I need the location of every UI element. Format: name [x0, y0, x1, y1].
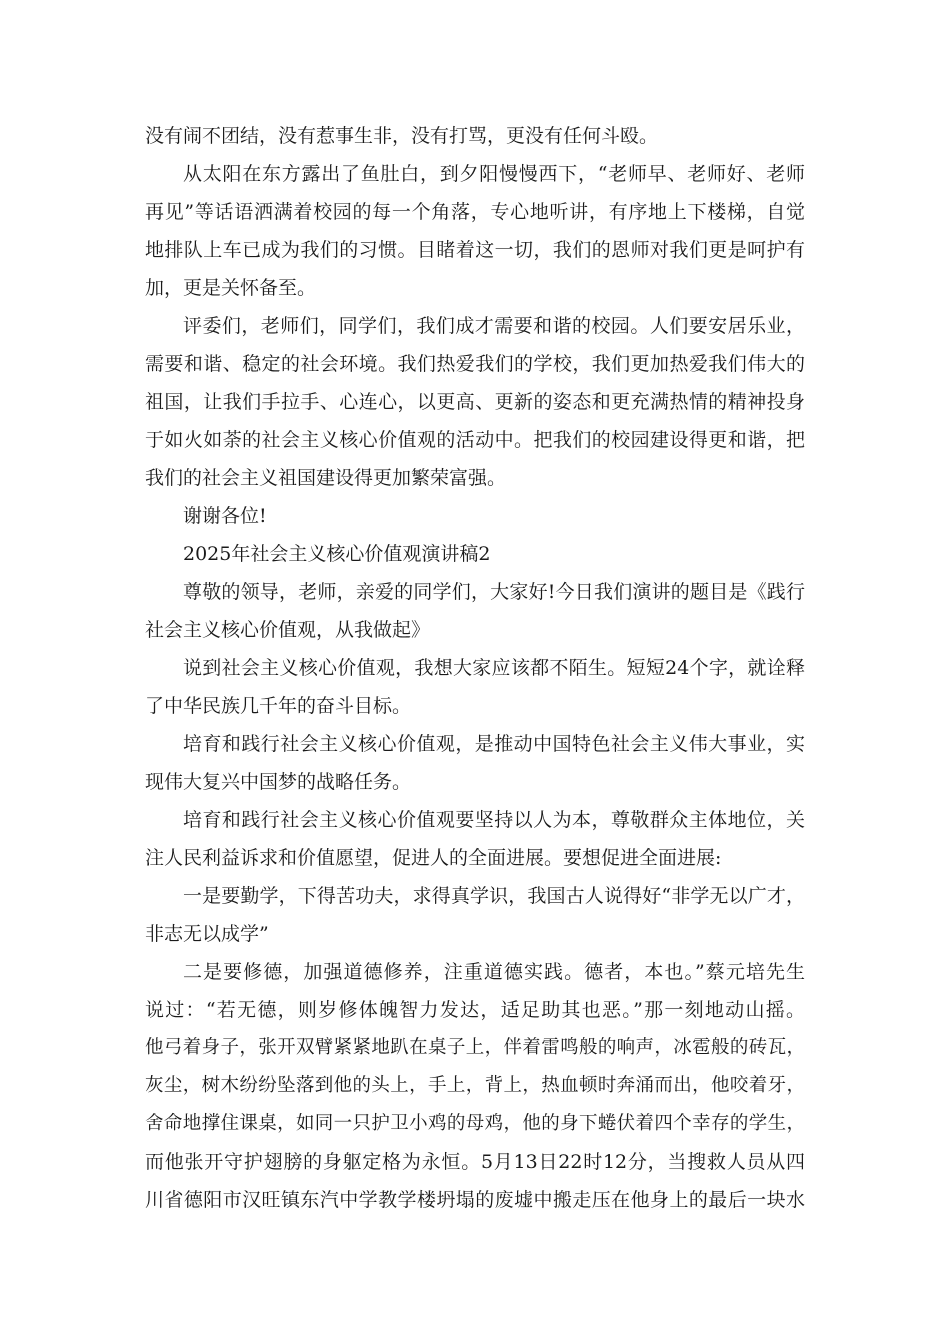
text-line: 需要和谐、稳定的社会环境。我们热爱我们的学校，我们更加热爱我们伟大的	[145, 353, 805, 375]
text-line: 了中华民族几千年的奋斗目标。	[145, 695, 412, 717]
text-line: 没有闹不团结，没有惹事生非，没有打骂，更没有任何斗殴。	[145, 125, 659, 147]
text-line: 而他张开守护翅膀的身躯定格为永恒。5月13日22时12分，当搜救人员从四	[145, 1151, 805, 1173]
text-line: 培育和践行社会主义核心价值观，是推动中国特色社会主义伟大事业，实	[183, 733, 805, 755]
text-line: 再见”等话语洒满着校园的每一个角落，专心地听讲，有序地上下楼梯，自觉	[145, 201, 805, 223]
text-line: 于如火如荼的社会主义核心价值观的活动中。把我们的校园建设得更和谐，把	[145, 429, 805, 451]
text-line: 加，更是关怀备至。	[145, 277, 317, 299]
text-line: 说过：“若无德，则岁修体魄智力发达，适足助其也恶。”那一刻地动山摇。	[145, 999, 805, 1021]
text-line: 祖国，让我们手拉手、心连心，以更高、更新的姿态和更充满热情的精神投身	[145, 391, 805, 413]
text-line: 注人民利益诉求和价值愿望，促进人的全面进展。要想促进全面进展:	[145, 847, 722, 869]
section-title: 2025年社会主义核心价值观演讲稿2	[183, 543, 491, 565]
text-line: 谢谢各位!	[183, 505, 267, 527]
text-line: 他弓着身子，张开双臂紧紧地趴在桌子上，伴着雷鸣般的响声，冰雹般的砖瓦，	[145, 1037, 805, 1058]
text-line: 尊敬的领导，老师，亲爱的同学们，大家好!今日我们演讲的题目是《践行	[183, 581, 805, 603]
text-line: 灰尘，树木纷纷坠落到他的头上，手上，背上，热血顿时奔涌而出，他咬着牙，	[145, 1075, 805, 1096]
text-line: 非志无以成学”	[145, 923, 269, 945]
text-line: 从太阳在东方露出了鱼肚白，到夕阳慢慢西下，“老师早、老师好、老师	[183, 163, 805, 185]
text-line: 一是要勤学，下得苦功夫，求得真学识，我国古人说得好“非学无以广才，	[183, 885, 805, 907]
text-line: 舍命地撑住课桌，如同一只护卫小鸡的母鸡，他的身下蜷伏着四个幸存的学生，	[145, 1113, 805, 1134]
text-line: 我们的社会主义祖国建设得更加繁荣富强。	[145, 467, 507, 489]
text-line: 川省德阳市汉旺镇东汽中学教学楼坍塌的废墟中搬走压在他身上的最后一块水	[145, 1189, 805, 1211]
text-line: 说到社会主义核心价值观，我想大家应该都不陌生。短短24个字，就诠释	[183, 657, 805, 679]
text-line: 评委们，老师们，同学们，我们成才需要和谐的校园。人们要安居乐业，	[183, 315, 805, 337]
text-line: 社会主义核心价值观，从我做起》	[145, 619, 431, 641]
text-line: 二是要修德，加强道德修养，注重道德实践。德者，本也。”蔡元培先生	[183, 961, 805, 983]
text-line: 培育和践行社会主义核心价值观要坚持以人为本，尊敬群众主体地位，关	[183, 809, 805, 831]
text-line: 现伟大复兴中国梦的战略任务。	[145, 771, 412, 793]
text-line: 地排队上车已成为我们的习惯。目睹着这一切，我们的恩师对我们更是呵护有	[145, 239, 805, 261]
